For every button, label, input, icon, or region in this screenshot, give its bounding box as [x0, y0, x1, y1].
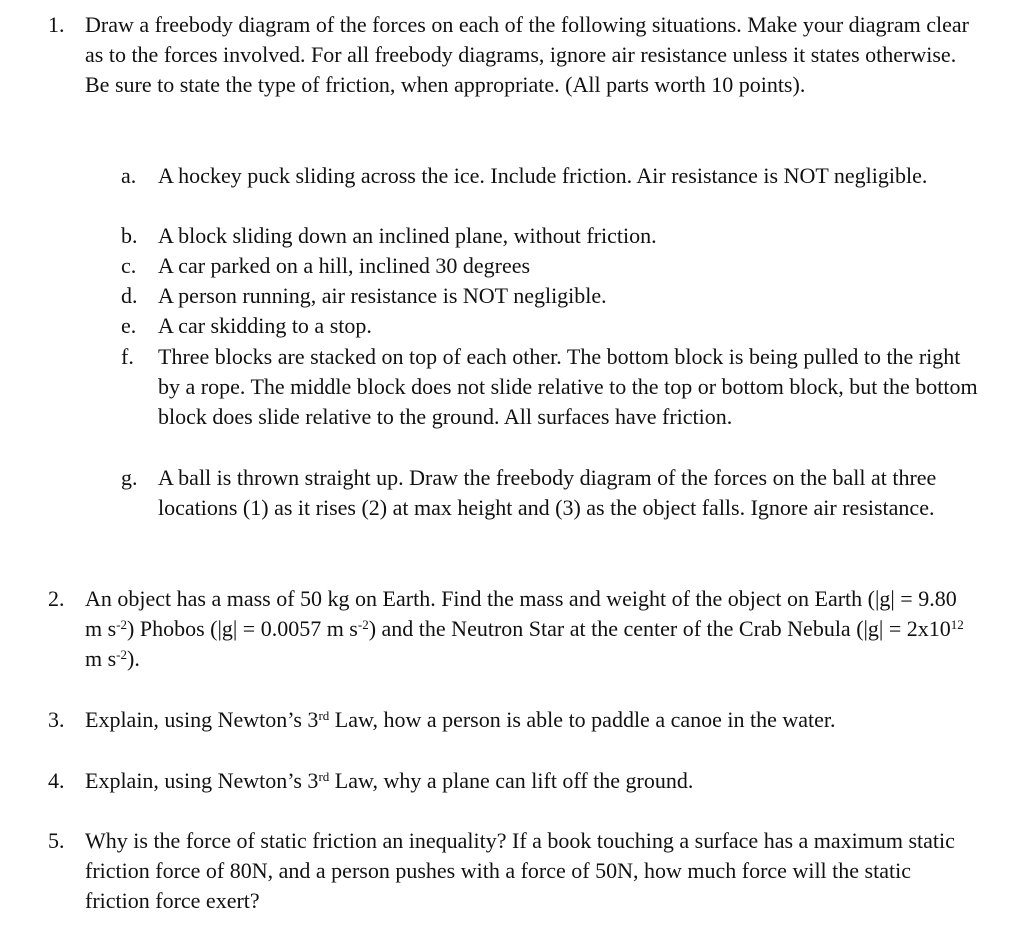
part-letter: c.: [121, 253, 137, 278]
part-text: A car skidding to a stop.: [158, 313, 372, 338]
part-text: Three blocks are stacked on top of each other. The bottom block is being pulled to the right by a rope. The middle block does not slide relative to the top or bottom block, but the bottom block does slide relative to the ground. All surfaces have friction.: [158, 344, 978, 429]
text-segment: An object has a mass of 50 kg on Earth. Find the mass and weight of the object on Earth (|g| = 9.80 m s: [85, 586, 957, 641]
ordinal-suffix: rd: [318, 769, 330, 784]
text-segment: ).: [127, 646, 140, 671]
part-b: [121, 221, 981, 251]
part-d: [121, 281, 981, 311]
question-2: [48, 584, 978, 674]
question-5: [48, 826, 978, 916]
part-letter: a.: [121, 163, 137, 188]
question-text: Draw a freebody diagram of the forces on each of the following situations. Make your diagram clear as to the forces involved. For all freebody diagrams, ignore air resistance unless it states otherwise. Be sure to state the type of friction, when appropriate. (All parts worth 10 points).: [85, 12, 969, 97]
question-1: [48, 10, 978, 100]
part-a: [121, 161, 981, 191]
text-segment: ) and the Neutron Star at the center of the Crab Nebula (|g| = 2x10: [368, 616, 951, 641]
question-number: 5.: [48, 828, 65, 853]
part-letter: b.: [121, 223, 138, 248]
question-number: 4.: [48, 768, 65, 793]
exponent: -2: [357, 617, 369, 632]
exponent: 12: [950, 617, 964, 632]
text-segment: Explain, using Newton’s 3: [85, 768, 319, 793]
text-segment: Law, why a plane can lift off the ground.: [329, 768, 694, 793]
part-text: A ball is thrown straight up. Draw the freebody diagram of the forces on the ball at three locations (1) as it rises (2) at max height and (3) as the object falls. Ignore air resistance.: [158, 465, 937, 520]
part-text: A hockey puck sliding across the ice. Include friction. Air resistance is NOT negligible.: [158, 163, 928, 188]
question-number: 1.: [48, 12, 65, 37]
part-g: [121, 463, 981, 523]
part-letter: g.: [121, 465, 138, 490]
text-segment: Explain, using Newton’s 3: [85, 707, 319, 732]
ordinal-suffix: rd: [318, 708, 330, 723]
question-text: Why is the force of static friction an inequality? If a book touching a surface has a maximum static friction force of 80N, and a person pushes with a force of 50N, how much force will the static friction force exert?: [85, 828, 955, 913]
part-letter: d.: [121, 283, 138, 308]
question-text: [85, 705, 978, 735]
part-text: A car parked on a hill, inclined 30 degrees: [158, 253, 531, 278]
text-segment: m s: [85, 646, 117, 671]
part-e: [121, 311, 981, 341]
exponent: -2: [116, 617, 128, 632]
part-text: A block sliding down an inclined plane, without friction.: [158, 223, 657, 248]
question-text: [85, 766, 978, 796]
part-text: A person running, air resistance is NOT negligible.: [158, 283, 607, 308]
question-text: [85, 584, 978, 674]
question-number: 2.: [48, 586, 65, 611]
part-letter: e.: [121, 313, 137, 338]
part-letter: f.: [121, 344, 134, 369]
text-segment: Law, how a person is able to paddle a canoe in the water.: [329, 707, 836, 732]
text-segment: ) Phobos (|g| = 0.0057 m s: [127, 616, 358, 641]
question-3: [48, 705, 978, 735]
question-4: [48, 766, 978, 796]
question-number: 3.: [48, 707, 65, 732]
exponent: -2: [116, 647, 128, 662]
part-c: [121, 251, 981, 281]
part-f: [121, 342, 981, 432]
